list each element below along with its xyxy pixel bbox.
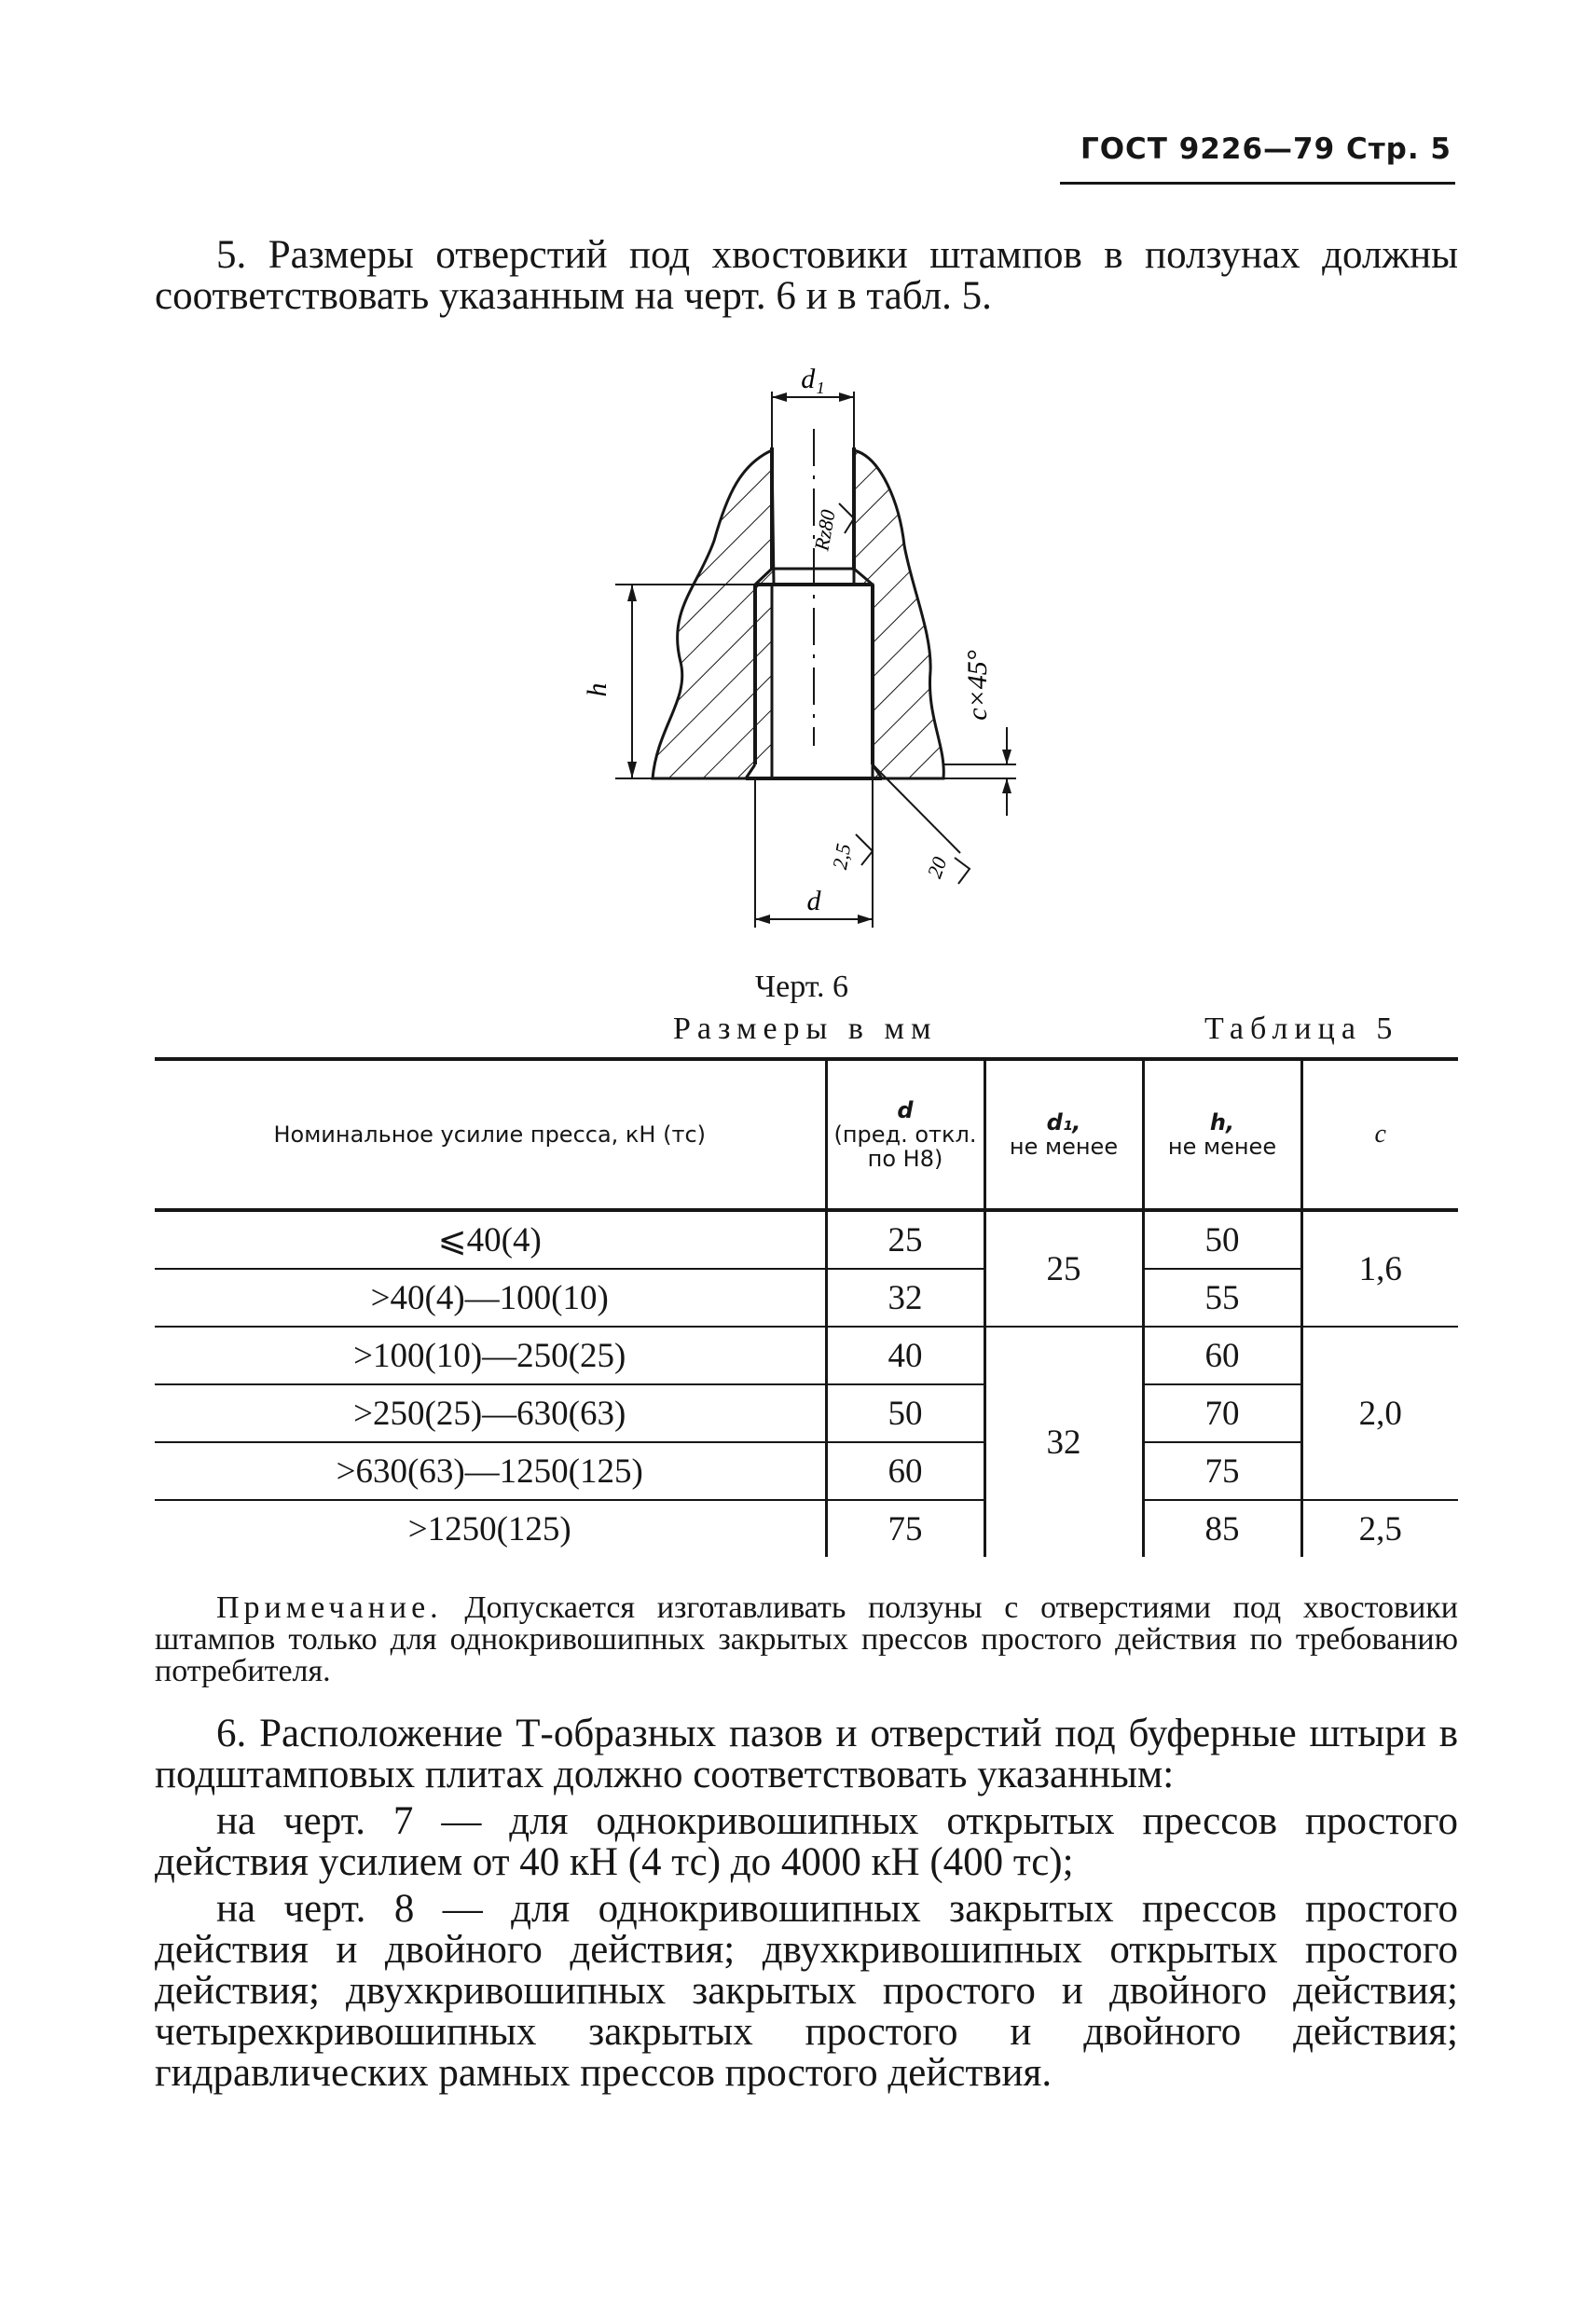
cell-c: 2,5 [1301, 1500, 1458, 1557]
cell-d: 50 [826, 1384, 984, 1442]
label-rz80: Rz80 [809, 507, 840, 553]
label-2-5: 2,5 [827, 841, 856, 872]
table-row [155, 1384, 1458, 1442]
label-20: 20 [922, 853, 952, 882]
cell-h: 75 [1143, 1442, 1301, 1500]
cell-h: 70 [1143, 1384, 1301, 1442]
document-code: ГОСТ 9226—79 [1080, 132, 1336, 166]
cell-h: 85 [1143, 1500, 1301, 1557]
cell-h: 60 [1143, 1327, 1301, 1384]
label-h: h [582, 682, 612, 697]
header-c: c [1301, 1059, 1458, 1210]
cell-d: 75 [826, 1500, 984, 1557]
table-row [155, 1442, 1458, 1500]
cell-force: >1250(125) [407, 1509, 571, 1548]
note-text: Допускается изготавливать ползуны с отверстиями под хвостовики штампов только для однокривошипных закрытых прессов простого действия по требованию потребителя. [155, 1590, 1458, 1688]
header-force: Номинальное усилие пресса, кН (тс) [155, 1059, 826, 1210]
cell-d: 40 [826, 1327, 984, 1384]
label-d1: d₁ [801, 364, 825, 394]
label-d: d [806, 886, 821, 916]
cell-c: 1,6 [1301, 1210, 1458, 1327]
header-d: d (пред. откл. по Н8) [826, 1059, 984, 1210]
cell-d: 32 [826, 1269, 984, 1327]
paragraph-5-text: 5. Размеры отверстий под хвостовики штампов в ползунах должны соответствовать указанным на черт. 6 и в табл. 5. [155, 233, 1458, 318]
paragraph-5 [155, 235, 1458, 317]
header-rule [1060, 182, 1455, 185]
paragraph-6-item-7: на черт. 7 — для однокривошипных открытых прессов простого действия усилием от 40 кН (4 тс) до 4000 кН (400 тс); [155, 1799, 1458, 1884]
page-header [1080, 132, 1452, 166]
cell-force: >40(4)—100(10) [155, 1269, 826, 1327]
drawing-caption: Черт. 6 [755, 970, 849, 1004]
header-d1: d₁, не менее [984, 1059, 1143, 1210]
table-row [155, 1269, 1458, 1327]
page-number: Стр. 5 [1345, 132, 1452, 166]
label-c45: c×45° [962, 650, 993, 721]
cell-d: 25 [826, 1210, 984, 1269]
paragraph-6 [155, 1713, 1458, 2094]
cell-c: 2,0 [1301, 1327, 1458, 1500]
table-row [155, 1500, 1458, 1557]
cell-h: 50 [1143, 1210, 1301, 1269]
cell-h: 55 [1143, 1269, 1301, 1327]
table-row [155, 1327, 1458, 1384]
table-note [155, 1592, 1458, 1687]
paragraph-6-item-8: на черт. 8 — для однокривошипных закрытых прессов простого действия и двойного действия; двухкривошипных открытых простого действия; двухкривошипных закрытых простого и двойного действия; четырехкривошипных закрытых простого и двойного действия; гидравлических рамных прессов простого действия. [155, 1887, 1458, 2095]
cell-force: >630(63)—1250(125) [155, 1442, 826, 1500]
cell-force: >100(10)—250(25) [155, 1327, 826, 1384]
drawing-6 [578, 354, 1100, 951]
units-label: Размеры в мм [673, 1012, 938, 1046]
note-lead: Примечание. [216, 1590, 443, 1625]
table-label: Таблица 5 [1204, 1012, 1399, 1046]
cell-d: 60 [826, 1442, 984, 1500]
cell-d1: 32 [984, 1327, 1143, 1557]
table-5 [155, 1057, 1458, 1557]
cell-force: >250(25)—630(63) [155, 1384, 826, 1442]
header-h: h, не менее [1143, 1059, 1301, 1210]
cell-d1: 25 [984, 1210, 1143, 1327]
table-row [155, 1210, 1458, 1269]
paragraph-6-intro: 6. Расположение Т-образных пазов и отверстий под буферные штыри в подштамповых плитах должно соответствовать указанным: [155, 1712, 1458, 1796]
cell-force: ⩽40(4) [155, 1210, 826, 1269]
right-section [854, 450, 943, 778]
